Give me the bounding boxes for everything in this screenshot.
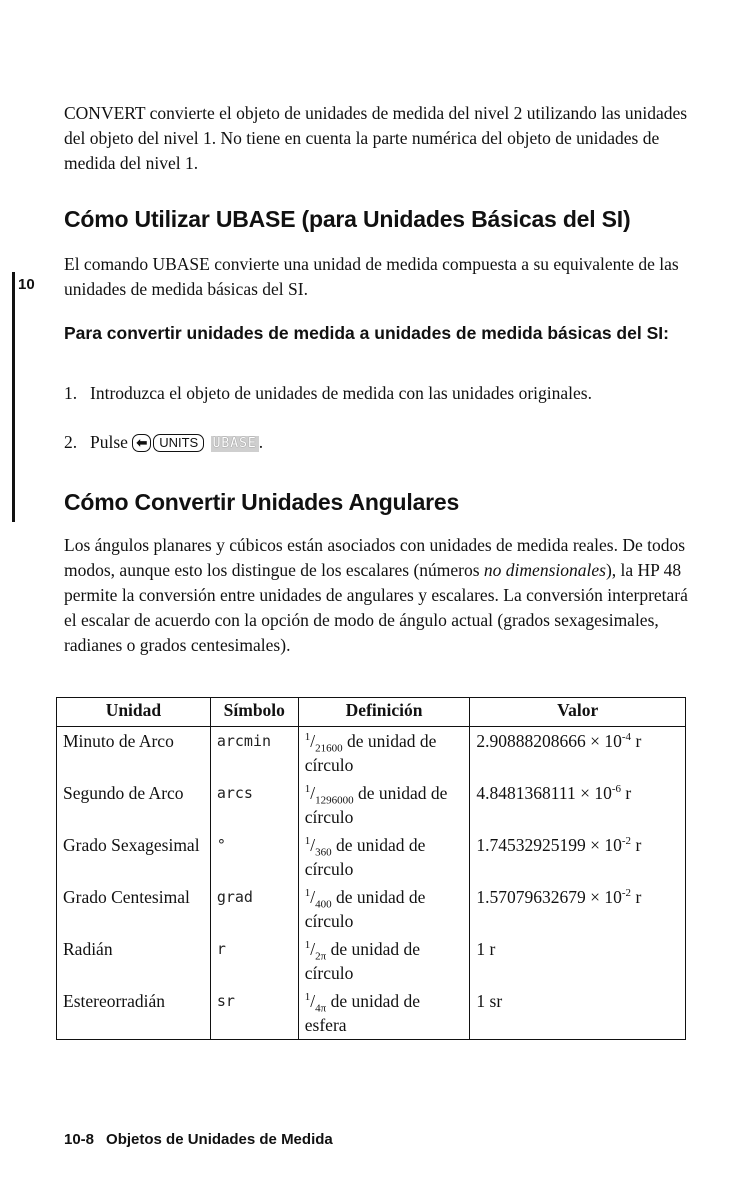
step-prefix: Pulse bbox=[90, 432, 128, 452]
chapter-marker-bar bbox=[12, 272, 15, 522]
ubase-paragraph: El comando UBASE convierte una unidad de medida compuesta a su equivalente de las unidades de medida básicas del SI. bbox=[64, 254, 679, 299]
unit-definition: $^1/_{4\pi}$ de unidad de esfera bbox=[298, 987, 470, 1040]
unit-definition: $^1/_{400}$ de unidad de círculo bbox=[298, 883, 470, 935]
unit-value: $4.8481368111 \times 10^{-6}$ r bbox=[470, 779, 686, 831]
header-value: Valor bbox=[470, 698, 686, 727]
section-heading-ubase: Cómo Utilizar UBASE (para Unidades Básicas del SI) bbox=[64, 206, 631, 232]
unit-symbol: ° bbox=[210, 831, 298, 883]
unit-name: Grado Sexagesimal bbox=[57, 831, 211, 883]
chapter-number: 10 bbox=[18, 276, 35, 293]
units-key: UNITS bbox=[153, 434, 204, 452]
unit-definition: $^1/_{360}$ de unidad de círculo bbox=[298, 831, 470, 883]
angular-text-1: Los ángulos planares y cúbicos están asociados con unidades de medida reales. De todos modos, aunque esto los distingue de los escalares (números bbox=[64, 535, 686, 580]
step-text bbox=[90, 430, 690, 455]
unit-name: Minuto de Arco bbox=[57, 727, 211, 780]
section-heading-angular: Cómo Convertir Unidades Angulares bbox=[64, 489, 460, 515]
unit-definition: $^1/_{1296000}$ de unidad de círculo bbox=[298, 779, 470, 831]
intro-paragraph: CONVERT convierte el objeto de unidades de medida del nivel 2 utilizando las unidades del objeto del nivel 1. No tiene en cuenta la parte numérica del objeto de unidades de medida del nivel 1. bbox=[64, 103, 688, 173]
angular-paragraph bbox=[64, 533, 694, 658]
table-row bbox=[57, 883, 686, 935]
header-definition: Definición bbox=[298, 698, 470, 727]
unit-value: $1.57079632679 \times 10^{-2}$ r bbox=[470, 883, 686, 935]
left-shift-key: ⬅ bbox=[132, 434, 151, 452]
unit-name: Segundo de Arco bbox=[57, 779, 211, 831]
unit-symbol: arcmin bbox=[210, 727, 298, 780]
unit-value: 1 r bbox=[470, 935, 686, 987]
unit-definition: $^1/_{21600}$ de unidad de círculo bbox=[298, 727, 470, 780]
table-row bbox=[57, 779, 686, 831]
unit-name: Radián bbox=[57, 935, 211, 987]
header-unit: Unidad bbox=[57, 698, 211, 727]
chapter-title: Objetos de Unidades de Medida bbox=[106, 1131, 333, 1148]
step-number: 1. bbox=[64, 383, 78, 403]
page-footer bbox=[64, 1131, 333, 1148]
table-header-row bbox=[57, 698, 686, 727]
step-suffix: . bbox=[258, 432, 264, 452]
angular-text-2: ), la HP 48 permite la conversión entre unidades de angulares y escalares. La conversión interpretará el escalar de acuerdo con la opción de modo de ángulo actual (grados sexagesimales, radianes o grados centesimales). bbox=[64, 560, 688, 655]
ubase-softkey: UBASE bbox=[212, 436, 257, 451]
table-row bbox=[57, 935, 686, 987]
unit-symbol: arcs bbox=[210, 779, 298, 831]
table-row bbox=[57, 831, 686, 883]
unit-name: Grado Centesimal bbox=[57, 883, 211, 935]
angular-units-table bbox=[56, 697, 686, 1040]
unit-value: 1 sr bbox=[470, 987, 686, 1040]
page-number: 10-8 bbox=[64, 1131, 95, 1148]
unit-value: $1.74532925199 \times 10^{-2}$ r bbox=[470, 831, 686, 883]
unit-symbol: r bbox=[210, 935, 298, 987]
unit-definition: $^1/_{2\pi}$ de unidad de círculo bbox=[298, 935, 470, 987]
unit-symbol: sr bbox=[210, 987, 298, 1040]
header-symbol: Símbolo bbox=[210, 698, 298, 727]
procedure-heading: Para convertir unidades de medida a unidades de medida básicas del SI: bbox=[64, 323, 669, 343]
unit-symbol: grad bbox=[210, 883, 298, 935]
step-number: 2. bbox=[64, 432, 78, 452]
unit-name: Estereorradián bbox=[57, 987, 211, 1040]
table-row bbox=[57, 727, 686, 780]
angular-text-italic: no dimensionales bbox=[483, 560, 606, 580]
table-row bbox=[57, 987, 686, 1040]
unit-value: $2.90888208666 \times 10^{-4}$ r bbox=[470, 727, 686, 780]
step-text: Introduzca el objeto de unidades de medida con las unidades originales. bbox=[90, 383, 592, 403]
